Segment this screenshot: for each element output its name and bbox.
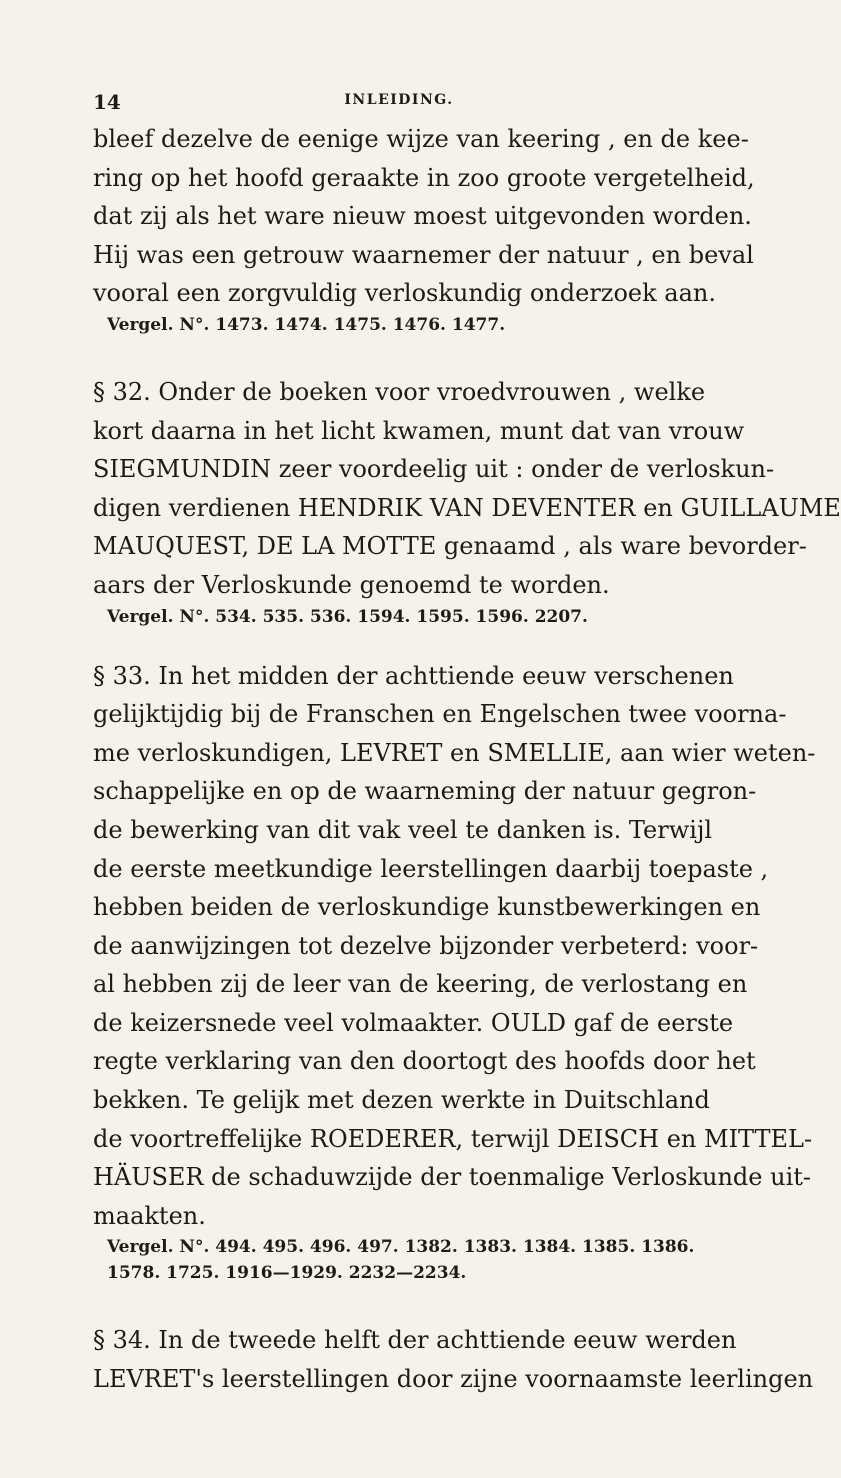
text-line: digen verdienen HENDRIK VAN DEVENTER en GUILLAUME: [93, 493, 841, 522]
text-line: de aanwijzingen tot dezelve bijzonder verbeterd: voor-: [93, 931, 759, 960]
text-line: HÄUSER de schaduwzijde der toenmalige Verloskunde uit-: [93, 1163, 812, 1192]
text-line: aars der Verloskunde genoemd te worden.: [93, 570, 610, 599]
text-line: SIEGMUNDIN zeer voordeelig uit : onder de verloskun-: [93, 455, 775, 484]
page-number: 14: [93, 90, 121, 114]
text-line: me verloskundigen, LEVRET en SMELLIE, aan wier weten-: [93, 738, 816, 767]
text-line: MAUQUEST, DE LA MOTTE genaamd , als ware bevorder-: [93, 532, 807, 561]
text-line: bleef dezelve de eenige wijze van keering , en de kee-: [93, 125, 749, 153]
text-line: de voortreffelijke ROEDERER, terwijl DEISCH en MITTEL-: [93, 1124, 813, 1153]
text-line: Hij was een getrouw waarnemer der natuur , en beval: [93, 240, 754, 269]
running-head: INLEIDING.: [344, 92, 454, 108]
text-line: al hebben zij de leer van de keering, de verlostang en: [93, 970, 748, 999]
text-line: gelijktijdig bij de Franschen en Engelschen twee voorna-: [93, 700, 787, 729]
reference-line: Vergel. N°. 534. 535. 536. 1594. 1595. 1596. 2207.: [107, 606, 588, 627]
text-line: bekken. Te gelijk met dezen werkte in Duitschland: [93, 1086, 710, 1115]
body-text: [93, 120, 841, 1399]
text-line: hebben beiden de verloskundige kunstbewerkingen en: [93, 893, 761, 922]
text-line: ring op het hoofd geraakte in zoo groote vergetelheid,: [93, 163, 755, 192]
text-line: de eerste meetkundige leerstellingen daarbij toepaste ,: [93, 854, 769, 883]
section-start-line: § 33. In het midden der achttiende eeuw verschenen: [93, 661, 734, 690]
text-line: vooral een zorgvuldig verloskundig onderzoek aan.: [93, 279, 716, 308]
text-line: kort daarna in het licht kwamen, munt dat van vrouw: [93, 416, 745, 445]
text-line: LEVRET's leerstellingen door zijne voornaamste leerlingen: [93, 1365, 814, 1394]
section-start-line: § 32. Onder de boeken voor vroedvrouwen , welke: [93, 377, 706, 406]
text-line: maakten.: [93, 1201, 206, 1230]
text-line: de keizersnede veel volmaakter. OULD gaf de eerste: [93, 1008, 734, 1037]
page-header: [93, 90, 705, 116]
reference-line: Vergel. N°. 1473. 1474. 1475. 1476. 1477.: [107, 314, 506, 335]
section-start-line: § 34. In de tweede helft der achttiende eeuw werden: [93, 1326, 737, 1355]
text-line: schappelijke en op de waarneming der natuur gegron-: [93, 777, 757, 806]
reference-line: Vergel. N°. 494. 495. 496. 497. 1382. 1383. 1384. 1385. 1386.: [107, 1237, 695, 1258]
text-line: de bewerking van dit vak veel te danken is. Terwijl: [93, 815, 713, 844]
reference-line: 1578. 1725. 1916—1929. 2232—2234.: [107, 1263, 467, 1284]
text-line: dat zij als het ware nieuw moest uitgevonden worden.: [93, 202, 752, 231]
text-line: regte verklaring van den doortogt des hoofds door het: [93, 1047, 756, 1076]
